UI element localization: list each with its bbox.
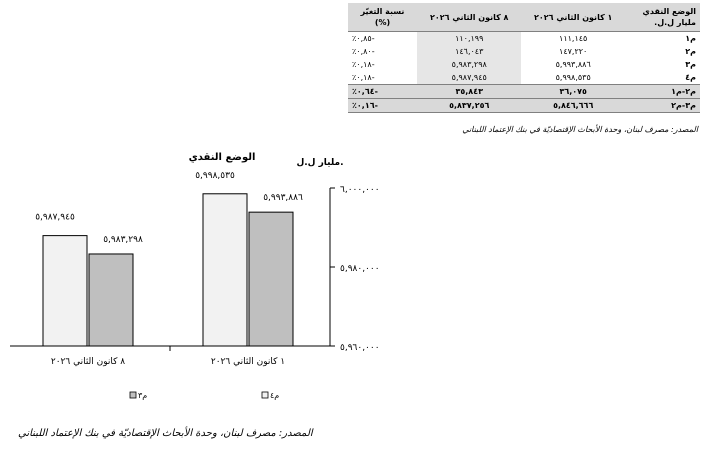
table-source: المصدر: مصرف لبنان، وحدة الأبحاث الإقتصاديّة في بنك الإعتماد اللبناني — [462, 125, 698, 134]
row-change: -٠,٦٤٪ — [348, 85, 417, 99]
header-label — [625, 3, 700, 32]
row-value-jan8: ٣٥,٨٤٣ — [417, 85, 521, 99]
table-row — [348, 32, 700, 46]
legend-swatch — [262, 392, 268, 398]
monetary-chart — [0, 140, 420, 415]
legend-label: م٣ — [138, 391, 148, 400]
row-value-jan1: ٥,٨٤٦,٦٦٦ — [521, 99, 624, 113]
row-change: -٠,١٨٪ — [352, 60, 375, 69]
row-label: م٣-م٢ — [625, 99, 700, 113]
chart-bars — [43, 194, 293, 346]
header-label-line2: مليار ل.ل. — [654, 18, 696, 27]
bar-م٤-0 — [203, 194, 247, 346]
bar-م٣-1 — [89, 254, 133, 346]
header-col3-line2: (%) — [374, 18, 391, 27]
table-row — [348, 45, 700, 58]
row-label: م٤ — [685, 73, 696, 82]
row-change: -٠,١٨٪ — [352, 73, 375, 82]
monetary-table — [348, 3, 700, 113]
summary-row — [348, 99, 700, 113]
row-label: م٣ — [685, 60, 696, 69]
y-tick-label: ٦,٠٠٠,٠٠٠ — [340, 185, 380, 195]
row-value-jan1: ١١١,١٤٥ — [559, 34, 588, 43]
row-label: م٢-م١ — [625, 85, 700, 99]
legend-swatch — [130, 392, 136, 398]
row-value-jan8: ١٤٦,٠٤٣ — [417, 45, 521, 58]
table-header-row — [348, 3, 700, 32]
row-value-jan8: ٥,٩٨٣,٢٩٨ — [417, 58, 521, 71]
chart-source: المصدر: مصرف لبنان، وحدة الأبحاث الإقتصاديّة في بنك الإعتماد اللبناني — [18, 428, 313, 439]
chart-legend — [130, 391, 279, 400]
table-row — [348, 71, 700, 85]
row-change: -٠,١٦٪ — [348, 99, 417, 113]
table-row — [348, 58, 700, 71]
data-label: ٥,٩٨٣,٢٩٨ — [103, 234, 143, 245]
x-category-label: ١ كانون الثاني ٢٠٢٦ — [210, 357, 286, 367]
chart-unit-label: مليار ل.ل. — [296, 158, 344, 168]
header-label-line1: الوضع النقدي — [642, 7, 696, 16]
row-change: -٠,٨٥٪ — [352, 34, 375, 43]
x-category-label: ٨ كانون الثاني ٢٠٢٦ — [50, 357, 126, 367]
bar-م٤-1 — [43, 236, 87, 346]
bar-م٣-0 — [249, 212, 293, 346]
row-value-jan8: ١١٠,١٩٩ — [417, 32, 521, 46]
data-label: ٥,٩٨٧,٩٤٥ — [35, 212, 75, 223]
header-col1: ١ كانون الثاني ٢٠٢٦ — [521, 3, 624, 32]
y-tick-label: ٥,٩٦٠,٠٠٠ — [340, 343, 380, 353]
row-label: م١ — [685, 34, 696, 43]
chart-title: الوضع النقدي — [188, 152, 256, 163]
row-value-jan1: ٣٦,٠٧٥ — [521, 85, 624, 99]
row-value-jan1: ١٤٧,٢٢٠ — [559, 47, 588, 56]
chart-category-labels — [51, 357, 285, 367]
row-value-jan8: ٥,٨٣٧,٢٥٦ — [417, 99, 521, 113]
row-value-jan1: ٥,٩٩٨,٥٣٥ — [555, 73, 591, 82]
header-col3 — [348, 3, 417, 32]
header-col3-line1: نسبة التغيّر — [360, 7, 405, 16]
row-value-jan8: ٥,٩٨٧,٩٤٥ — [417, 71, 521, 85]
header-col2: ٨ كانون الثاني ٢٠٢٦ — [417, 3, 521, 32]
row-value-jan1: ٥,٩٩٣,٨٨٦ — [555, 60, 591, 69]
row-change: -٠,٨٠٪ — [352, 47, 375, 56]
data-label: ٥,٩٩٨,٥٣٥ — [195, 170, 235, 181]
legend-label: م٤ — [270, 391, 280, 400]
y-tick-label: ٥,٩٨٠,٠٠٠ — [340, 264, 380, 274]
row-label: م٢ — [685, 47, 696, 56]
data-label: ٥,٩٩٣,٨٨٦ — [263, 193, 303, 204]
summary-row — [348, 85, 700, 99]
